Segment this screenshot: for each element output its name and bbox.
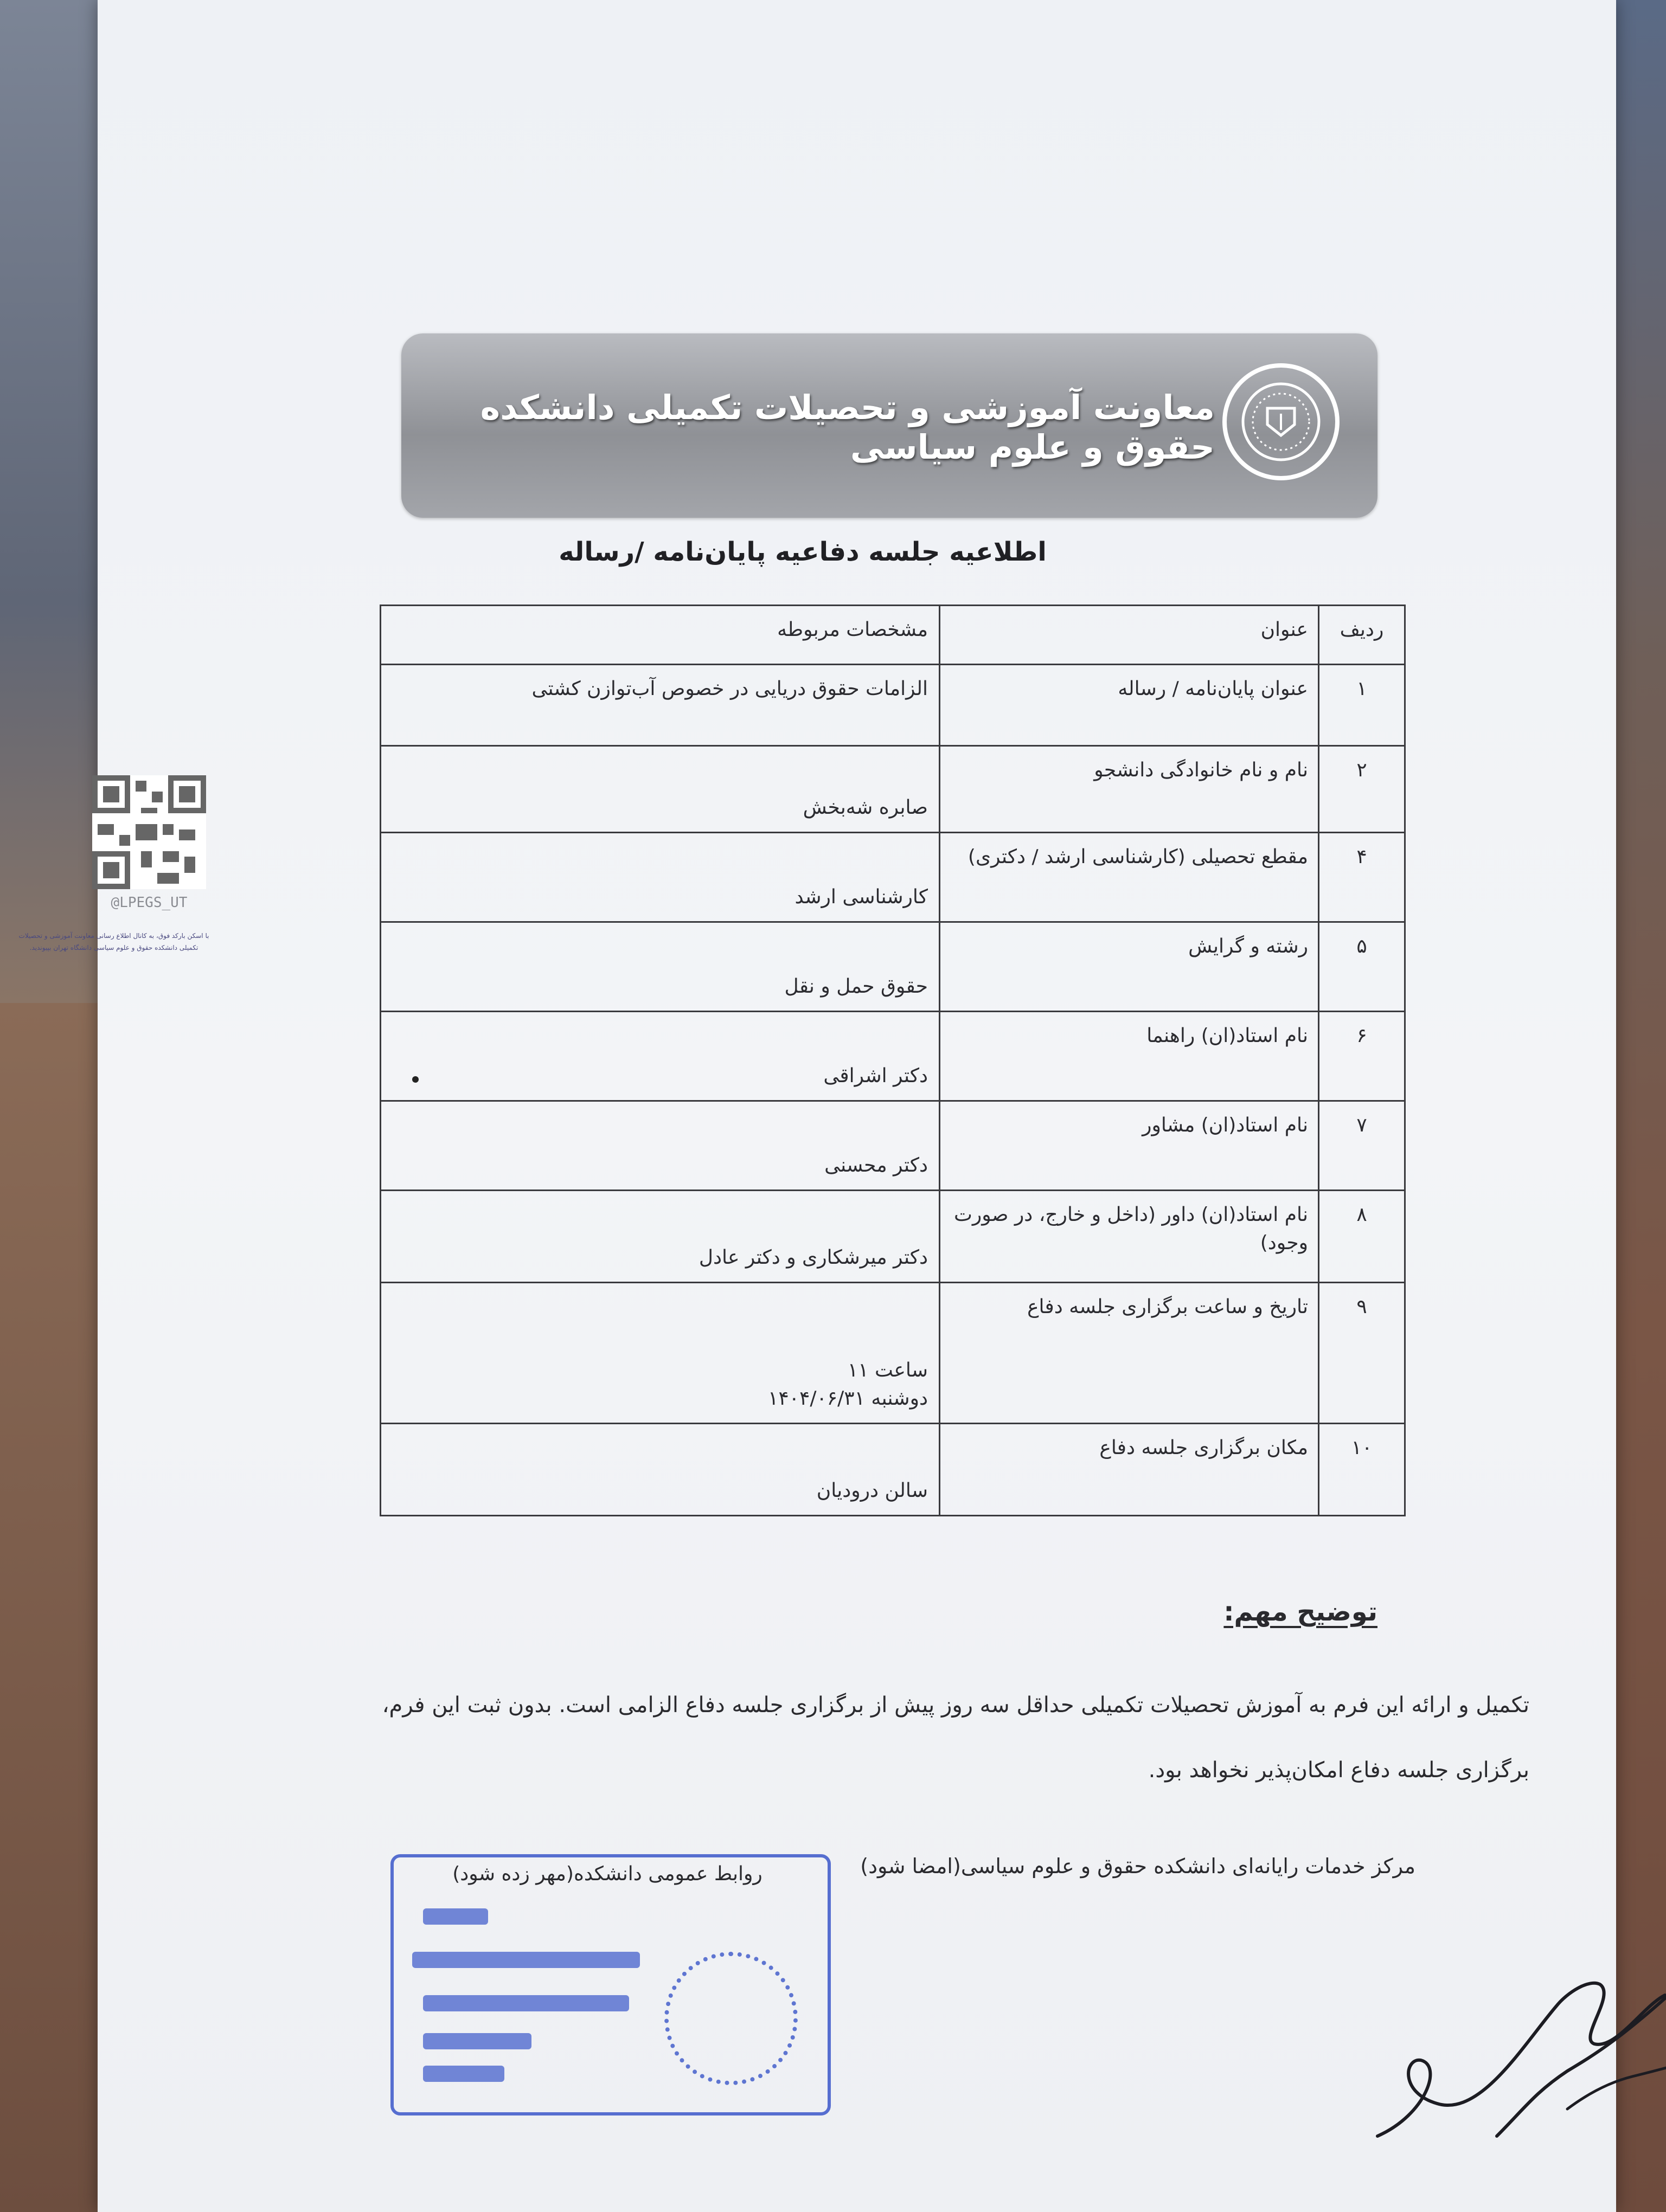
row-value-text: کارشناسی ارشد bbox=[794, 886, 928, 908]
stamp-ink-line bbox=[423, 1995, 629, 2011]
row-title: رشته و گرایش bbox=[940, 922, 1319, 1012]
row-title: نام و نام خانوادگی دانشجو bbox=[940, 746, 1319, 833]
row-value bbox=[381, 1283, 940, 1424]
header-num: ردیف bbox=[1319, 606, 1405, 665]
ink-dot bbox=[412, 1076, 419, 1083]
row-title: نام استاد(ان) مشاور bbox=[940, 1101, 1319, 1191]
background-bottom-left bbox=[0, 1003, 108, 2212]
row-value-text: حقوق حمل و نقل bbox=[784, 975, 928, 998]
stamp-ink-line bbox=[423, 2033, 531, 2049]
row-value-text: صابره شه‌بخش bbox=[803, 796, 928, 819]
it-center-signature-label: مرکز خدمات رایانه‌ای دانشکده حقوق و علوم سیاسی(امضا شود) bbox=[860, 1854, 1415, 1878]
table-row bbox=[381, 1424, 1405, 1516]
notes-text: تکمیل و ارائه این فرم به آموزش تحصیلات تکمیلی حداقل سه روز پیش از برگزاری جلسه دفاع الزامی است. بدون ثبت این فرم، برگزاری جلسه دفاع امکان‌پذیر نخواهد بود. bbox=[382, 1693, 1529, 1783]
row-title: مقطع تحصیلی (کارشناسی ارشد / دکتری) bbox=[940, 833, 1319, 922]
table-header-row bbox=[381, 606, 1405, 665]
defense-info-table bbox=[380, 605, 1406, 1502]
table-row bbox=[381, 1012, 1405, 1101]
row-num: ۹ bbox=[1319, 1283, 1405, 1424]
public-relations-stamp-label: روابط عمومی دانشکده(مهر زده شود) bbox=[452, 1863, 762, 1885]
row-num: ۶ bbox=[1319, 1012, 1405, 1101]
row-title: تاریخ و ساعت برگزاری جلسه دفاع bbox=[940, 1283, 1319, 1424]
row-title: نام استاد(ان) راهنما bbox=[940, 1012, 1319, 1101]
qr-channel-handle: @LPEGS_UT bbox=[111, 895, 188, 911]
stamp-ink-line bbox=[412, 1952, 640, 1968]
row-value bbox=[381, 1191, 940, 1283]
row-title: مکان برگزاری جلسه دفاع bbox=[940, 1424, 1319, 1516]
notes-heading: توضیح مهم: bbox=[1223, 1597, 1377, 1627]
row-value-text: دکتر میرشکاری و دکتر عادل bbox=[699, 1246, 928, 1269]
row-value bbox=[381, 1012, 940, 1101]
row-num: ۵ bbox=[1319, 922, 1405, 1012]
row-value bbox=[381, 665, 940, 746]
row-title: نام استاد(ان) داور (داخل و خارج، در صورت وجود) bbox=[940, 1191, 1319, 1283]
row-num: ۲ bbox=[1319, 746, 1405, 833]
row-value bbox=[381, 922, 940, 1012]
stamp-ink-line bbox=[423, 2066, 504, 2082]
stamp-ink-line bbox=[423, 1908, 488, 1925]
table-row bbox=[381, 1191, 1405, 1283]
row-num: ۴ bbox=[1319, 833, 1405, 922]
row-value-text: سالن درودیان bbox=[816, 1480, 928, 1502]
table-row bbox=[381, 922, 1405, 1012]
header-value: مشخصات مربوطه bbox=[381, 606, 940, 665]
row-num: ۷ bbox=[1319, 1101, 1405, 1191]
stamp-seal-icon bbox=[664, 1952, 798, 2085]
table-row bbox=[381, 1283, 1405, 1424]
table-row bbox=[381, 746, 1405, 833]
row-num: ۱۰ bbox=[1319, 1424, 1405, 1516]
notice-title: اطلاعیه جلسه دفاعیه پایان‌نامه /رساله bbox=[559, 537, 1047, 567]
header-banner bbox=[401, 333, 1377, 518]
table-row bbox=[381, 1101, 1405, 1191]
row-value-text: دکتر اشراقی bbox=[823, 1065, 928, 1087]
university-seal-icon bbox=[1222, 363, 1340, 480]
defense-date: دوشنبه ۱۴۰۴/۰۶/۳۱ bbox=[767, 1387, 928, 1410]
row-value bbox=[381, 1101, 940, 1191]
defense-time: ساعت ۱۱ bbox=[847, 1359, 928, 1381]
row-value bbox=[381, 833, 940, 922]
qr-caption: با اسکن بارکد فوق، به کانال اطلاع رسانی معاونت آموزشی و تحصیلات تکمیلی دانشکده حقوق و علوم سیاسی دانشگاه تهران بپیوندید. bbox=[18, 932, 209, 951]
row-num: ۸ bbox=[1319, 1191, 1405, 1283]
banner-title: معاونت آموزشی و تحصیلات تکمیلی دانشکده حقوق و علوم سیاسی bbox=[480, 388, 1215, 467]
table-row bbox=[381, 833, 1405, 922]
row-value bbox=[381, 1424, 940, 1516]
row-value bbox=[381, 746, 940, 833]
table-row bbox=[381, 665, 1405, 746]
row-value-text: الزامات حقوق دریایی در خصوص آب‌توازن کشتی bbox=[531, 678, 928, 700]
row-title: عنوان پایان‌نامه / رساله bbox=[940, 665, 1319, 746]
document-page bbox=[98, 0, 1616, 2212]
header-title: عنوان bbox=[940, 606, 1319, 665]
row-value-text: دکتر محسنی bbox=[824, 1154, 928, 1176]
row-num: ۱ bbox=[1319, 665, 1405, 746]
handwritten-signature bbox=[1361, 1930, 1666, 2169]
qr-code-icon bbox=[92, 775, 206, 889]
